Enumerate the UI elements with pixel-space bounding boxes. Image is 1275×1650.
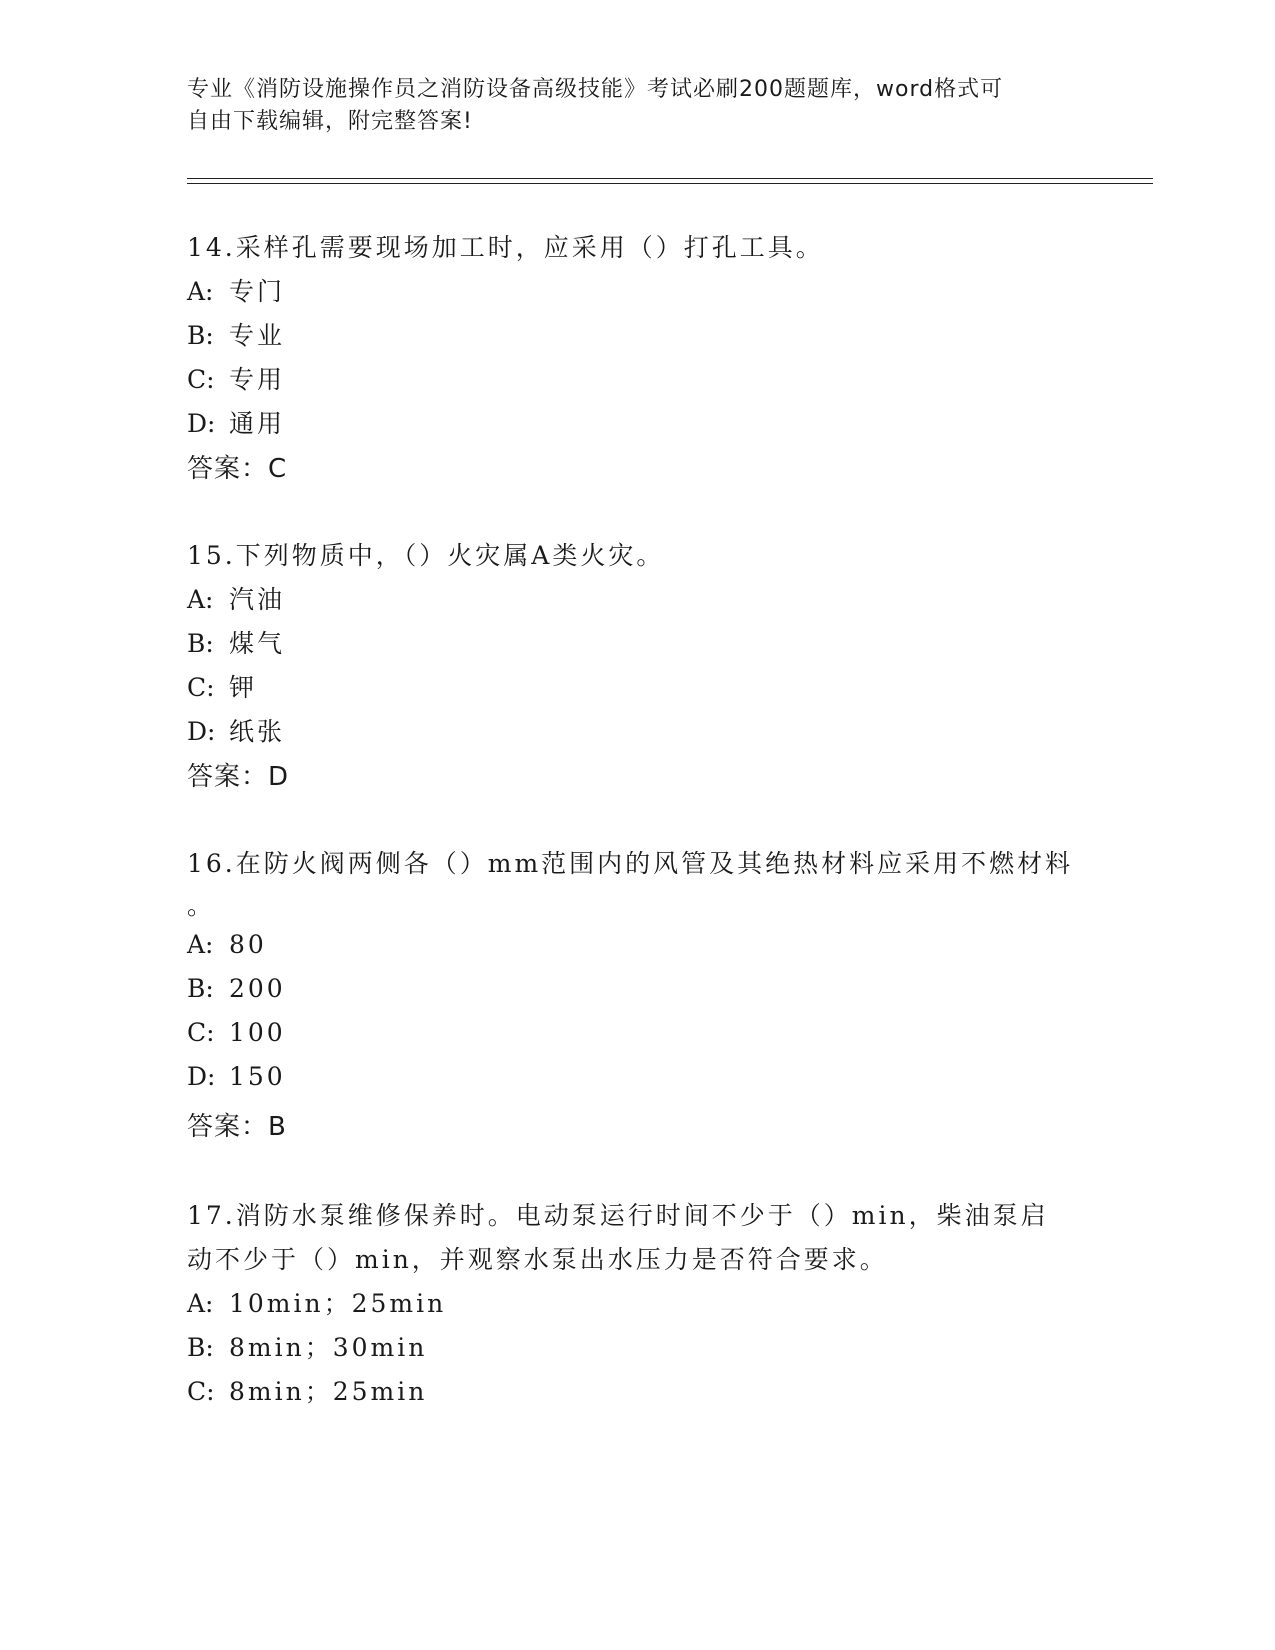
question-17-stem-continued: 动不少于（）min，并观察水泵出水压力是否符合要求。 xyxy=(187,1245,888,1274)
option-text: 专门 xyxy=(229,277,286,306)
question-16-option-b xyxy=(187,974,286,1003)
question-14-option-b xyxy=(187,316,285,352)
option-label: D: xyxy=(187,1062,216,1091)
question-17-option-b xyxy=(187,1328,427,1364)
option-text: 8min；30min xyxy=(229,1333,428,1362)
option-label: D: xyxy=(187,409,216,438)
option-text: 纸张 xyxy=(229,717,286,746)
option-label: A: xyxy=(187,585,214,614)
header-line-2: 自由下载编辑，附完整答案! xyxy=(187,109,473,134)
option-label: A: xyxy=(187,1289,214,1318)
option-text: 煤气 xyxy=(229,629,286,658)
option-text: 汽油 xyxy=(229,585,286,614)
option-text: 通用 xyxy=(229,409,286,438)
question-14-answer: 答案：C xyxy=(187,454,288,484)
question-16-option-a xyxy=(187,930,267,959)
option-text: 10min；25min xyxy=(229,1289,447,1318)
question-15-answer: 答案：D xyxy=(187,762,290,792)
question-16-stem-continued: 。 xyxy=(187,891,216,920)
question-15-option-a xyxy=(187,580,285,616)
question-17-option-a xyxy=(187,1284,446,1320)
header-divider-bottom xyxy=(187,183,1153,184)
option-label: C: xyxy=(187,673,215,702)
question-15-stem: 15.下列物质中，（）火灾属A类火灾。 xyxy=(187,541,665,570)
question-17-option-c xyxy=(187,1372,427,1408)
option-label: A: xyxy=(187,930,214,959)
question-17-stem: 17.消防水泵维修保养时。电动泵运行时间不少于（）min，柴油泵启 xyxy=(187,1201,1049,1230)
option-text: 150 xyxy=(229,1062,286,1091)
option-text: 80 xyxy=(229,930,267,959)
question-16-answer: 答案：B xyxy=(187,1112,287,1142)
option-text: 200 xyxy=(229,974,286,1003)
question-16-stem: 16.在防火阀两侧各（）mm范围内的风管及其绝热材料应采用不燃材料 xyxy=(187,849,1074,878)
question-16-option-d xyxy=(187,1062,286,1091)
option-text: 专业 xyxy=(229,321,286,350)
option-label: B: xyxy=(187,974,214,1003)
option-label: D: xyxy=(187,717,216,746)
header-divider-top xyxy=(187,178,1153,179)
option-label: B: xyxy=(187,629,214,658)
option-text: 100 xyxy=(229,1018,286,1047)
question-15-option-d xyxy=(187,712,285,748)
option-text: 专用 xyxy=(229,365,286,394)
question-14-option-d xyxy=(187,404,285,440)
option-text: 8min；25min xyxy=(229,1377,428,1406)
option-label: C: xyxy=(187,1018,215,1047)
document-header xyxy=(187,74,1067,138)
question-14-option-a xyxy=(187,272,285,308)
option-label: B: xyxy=(187,1333,214,1362)
option-label: C: xyxy=(187,365,215,394)
header-line-1: 专业《消防设施操作员之消防设备高级技能》考试必刷200题题库，word格式可 xyxy=(187,77,1004,102)
option-label: B: xyxy=(187,321,214,350)
question-15-option-b xyxy=(187,624,285,660)
question-14-option-c xyxy=(187,360,285,396)
option-text: 钾 xyxy=(229,673,258,702)
option-label: A: xyxy=(187,277,214,306)
option-label: C: xyxy=(187,1377,215,1406)
question-16-option-c xyxy=(187,1018,286,1047)
question-15-option-c xyxy=(187,668,257,704)
question-14-stem: 14.采样孔需要现场加工时，应采用（）打孔工具。 xyxy=(187,233,824,262)
